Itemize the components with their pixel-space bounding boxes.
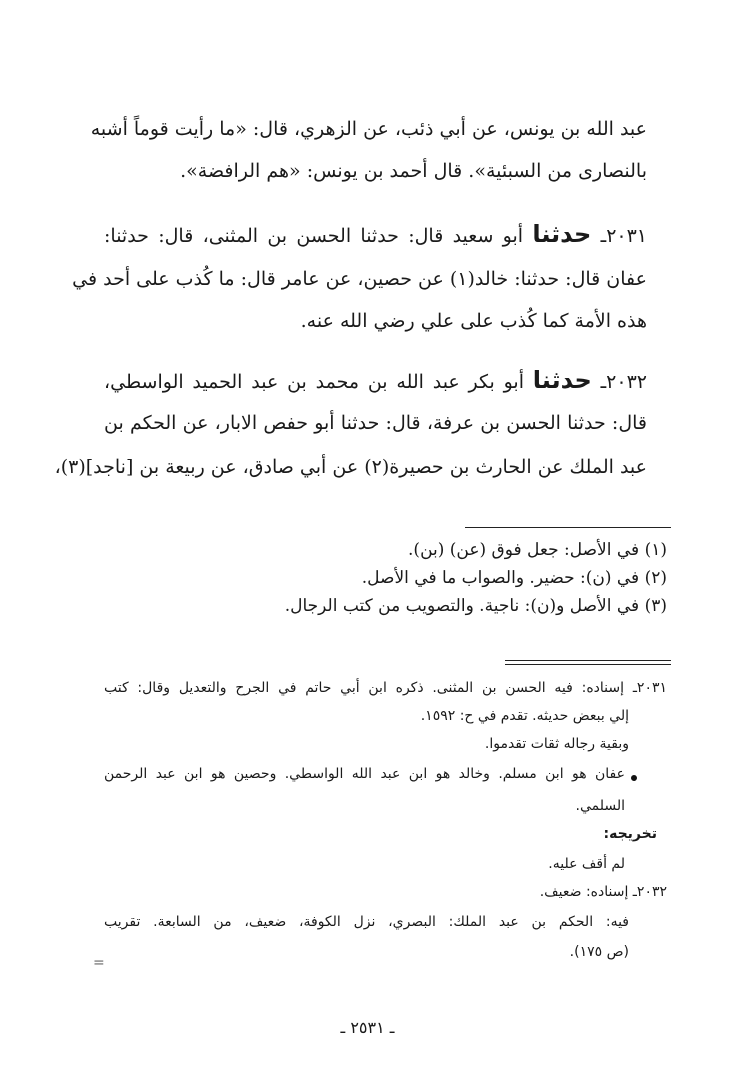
- margin-mark: =: [93, 955, 105, 971]
- bullet-icon: [631, 775, 637, 781]
- footnote-divider: [465, 527, 671, 528]
- hadith-2032-header: [104, 366, 647, 394]
- commentary-line: فيه: الحكم بن عبد الملك: البصري، نزل الكوفة، ضعيف، من السابعة. تقريب: [104, 914, 629, 930]
- commentary-line: عفان هو ابن مسلم. وخالد هو ابن عبد الله الواسطي. وحصين هو ابن عبد الرحمن: [104, 766, 625, 782]
- main-text-line: هذه الأمة كما كُذب على علي رضي الله عنه.: [300, 310, 647, 332]
- footnote-3: (٣) في الأصل و(ن): ناجية. والتصويب من كتب الرجال.: [284, 596, 667, 616]
- commentary-2031-isnad: ٢٠٣١ـ إسناده: فيه الحسن بن المثنى. ذكره ابن أبي حاتم في الجرح والتعديل وقال: كتب: [104, 680, 667, 696]
- hadith-2031-header: [104, 220, 647, 248]
- commentary-divider: [505, 660, 671, 661]
- footnote-2: (٢) في (ن): حضير. والصواب ما في الأصل.: [361, 568, 667, 588]
- chain-text: أبو بكر عبد الله بن محمد بن عبد الحميد الواسطي،: [104, 371, 524, 393]
- hadith-number: ٢٠٣٢ـ: [600, 371, 647, 393]
- main-text-line: عبد الله بن يونس، عن أبي ذئب، عن الزهري، قال: «ما رأيت قوماً أشبه: [90, 118, 647, 140]
- commentary-line: السلمي.: [575, 798, 625, 814]
- commentary-line: إلي ببعض حديثه. تقدم في ح: ١٥٩٢.: [420, 708, 629, 724]
- commentary-2032-isnad: ٢٠٣٢ـ إسناده: ضعيف.: [539, 884, 667, 900]
- main-text-line: عفان قال: حدثنا: خالد(١) عن حصين، عن عامر قال: ما كُذب على أحد في: [72, 268, 647, 290]
- haddathana-keyword: حدثنا: [532, 220, 592, 248]
- takhrij-heading: تخريجه:: [603, 826, 657, 842]
- main-text-line: بالنصارى من السبئية». قال أحمد بن يونس: «هم الرافضة».: [180, 160, 647, 182]
- haddathana-keyword: حدثنا: [532, 366, 592, 394]
- footnote-1: (١) في الأصل: جعل فوق (عن) (بن).: [408, 540, 667, 560]
- main-text-line: عبد الملك عن الحارث بن حصيرة(٢) عن أبي صادق، عن ربيعة بن [ناجد](٣)،: [54, 456, 647, 478]
- commentary-line: لم أقف عليه.: [548, 856, 625, 872]
- commentary-line: (ص ١٧٥).: [569, 944, 629, 960]
- commentary-divider: [505, 664, 671, 665]
- commentary-line: وبقية رجاله ثقات تقدموا.: [484, 736, 629, 752]
- page-number: ـ ٢٥٣١ ـ: [340, 1018, 395, 1037]
- chain-text: أبو سعيد قال: حدثنا الحسن بن المثنى، قال: حدثنا:: [104, 225, 524, 247]
- main-text-line: قال: حدثنا الحسن بن عرفة، قال: حدثنا أبو حفص الابار، عن الحكم بن: [104, 412, 647, 434]
- hadith-number: ٢٠٣١ـ: [600, 225, 648, 247]
